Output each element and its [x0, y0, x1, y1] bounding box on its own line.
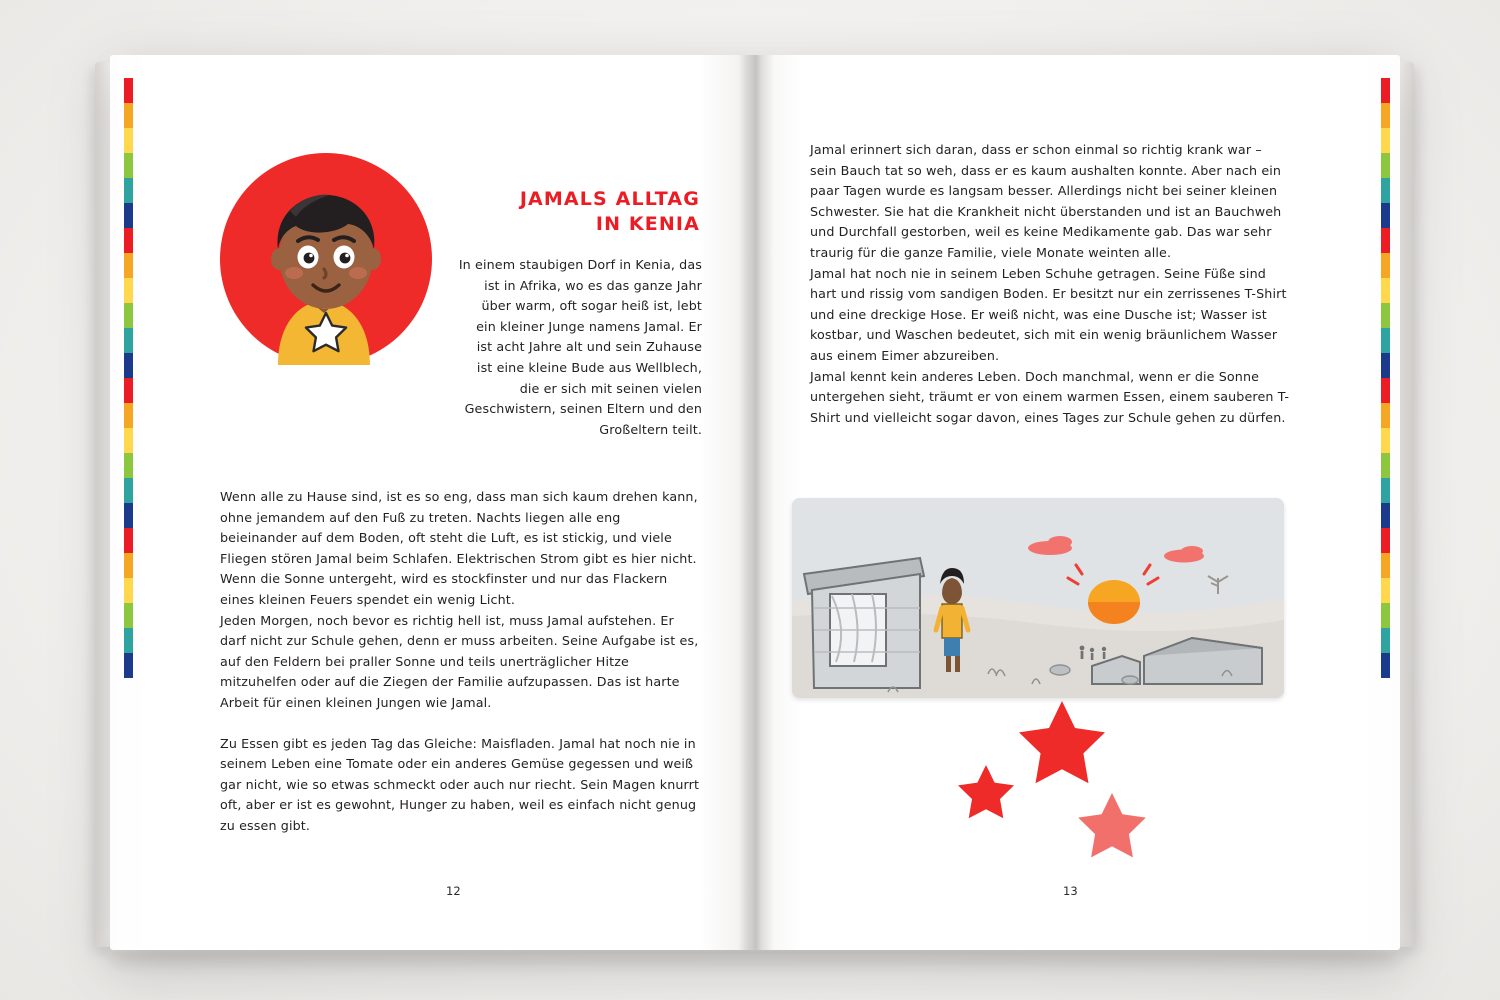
book-page-left	[110, 55, 750, 950]
paragraph: Zu Essen gibt es jeden Tag das Gleiche: Maisfladen. Jamal hat noch nie in seinem Leben eine Tomate oder ein anderes Gemüse gegessen und weiß gar nicht, wie so etwas schmeckt oder auch nur riecht. Sein Magen knurrt oft, aber er ist es gewohnt, Hunger zu haben, weil es einfach nicht genug zu essen gibt.	[220, 735, 700, 833]
paragraph: Wenn alle zu Hause sind, ist es so eng, dass man sich kaum drehen kann, ohne jemandem auf den Fuß zu treten. Nachts liegen alle eng beieinander auf dem Boden, oft steht die Luft, es ist stickig, und viele Fliegen stören Jamal beim Schlafen. Elektrischen Strom gibt es hier nicht. Wenn die Sonne untergeht, wird es stockfinster und nur das Flackern eines kleinen Feuers spendet ein wenig Licht.	[220, 489, 698, 607]
book-edge-stripe-right	[1381, 78, 1390, 678]
page-number-right: 13	[1063, 884, 1078, 898]
page-number-left: 12	[446, 884, 461, 898]
open-book	[110, 55, 1400, 950]
page-title-line-1: JAMALS ALLTAG	[519, 188, 700, 210]
page-title	[470, 187, 700, 237]
sunset-village-photo	[792, 498, 1284, 698]
portrait-boy-illustration	[220, 153, 432, 365]
paragraph: Jeden Morgen, noch bevor es richtig hell ist, muss Jamal aufstehen. Er darf nicht zur Schule gehen, denn er muss arbeiten. Seine Aufgabe ist es, auf den Feldern bei praller Sonne und teils unerträglicher Hitze mitzuhelfen oder auf die Ziegen der Familie aufzupassen. Das ist harte Arbeit für einen kleinen Jungen wie Jamal.	[220, 612, 699, 710]
book-page-right	[750, 55, 1400, 950]
page-title-line-2: IN KENIA	[595, 213, 700, 235]
left-page-body	[220, 487, 700, 837]
book-edge-stripe-left	[124, 78, 133, 678]
paragraph: Jamal kennt kein anderes Leben. Doch manchmal, wenn er die Sonne untergehen sieht, träumt er von einem warmen Essen, einem sauberen T-Shirt und vielleicht sogar davon, eines Tages zur Schule gehen zu dürfen.	[810, 368, 1290, 425]
paragraph: Jamal hat noch nie in seinem Leben Schuhe getragen. Seine Füße sind hart und rissig vom sandigen Boden. Er besitzt nur ein zerrissenes T-Shirt und eine dreckige Hose. Er weiß nicht, was eine Dusche ist; Wasser ist kostbar, und Waschen bedeutet, sich mit ein wenig bräunlichem Wasser aus einem Eimer abzureiben.	[810, 265, 1287, 363]
decorative-stars	[940, 695, 1180, 875]
intro-paragraph-wrapped: In einem staubigen Dorf in Kenia, das ist in Afrika, wo es das ganze Jahr über warm, oft sogar heiß ist, lebt ein kleiner Junge namens Jamal. Er ist acht Jahre alt und sein Zuhause ist eine kleine Bude aus Wellblech, die er sich mit seinen vielen Geschwistern, seinen Eltern und den Großeltern teilt.	[458, 257, 702, 437]
right-page-body	[810, 140, 1290, 428]
left-page-hero	[220, 115, 700, 445]
paragraph: Jamal erinnert sich daran, dass er schon einmal so richtig krank war – sein Bauch tat so weh, dass er es kaum aushalten konnte. Aber nach ein paar Tagen wurde es langsam besser. Allerdings nicht bei seiner kleinen Schwester. Sie hat die Krankheit nicht überstanden und ist an Bauchweh und Durchfall gestorben, weil es keine Medikamente gab. Das war sehr traurig für die ganze Familie, viele Monate weinten alle.	[810, 142, 1282, 260]
